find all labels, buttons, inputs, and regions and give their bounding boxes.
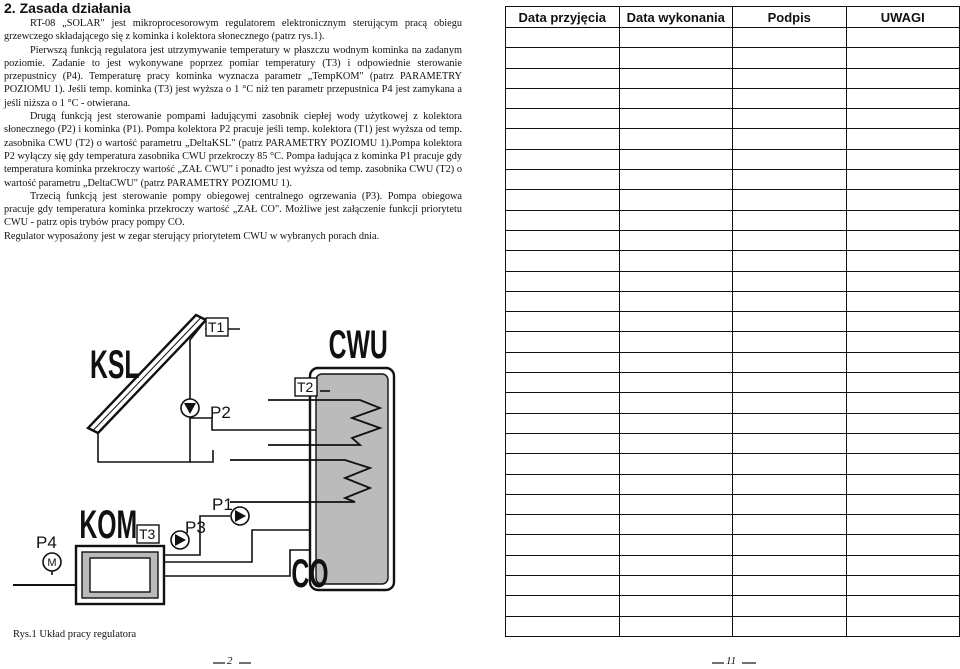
table-cell[interactable] (733, 352, 847, 372)
table-cell[interactable] (733, 596, 847, 616)
table-cell[interactable] (506, 494, 620, 514)
table-cell[interactable] (733, 616, 847, 636)
table-cell[interactable] (506, 454, 620, 474)
table-row (506, 535, 960, 555)
sensor-t2-label: T2 (297, 379, 314, 395)
table-row (506, 48, 960, 68)
table-cell[interactable] (846, 291, 960, 311)
table-cell[interactable] (619, 494, 733, 514)
table-cell[interactable] (846, 28, 960, 48)
table-cell[interactable] (733, 535, 847, 555)
fireplace-icon (76, 546, 164, 604)
table-cell[interactable] (846, 68, 960, 88)
table-cell[interactable] (619, 393, 733, 413)
table-cell[interactable] (506, 616, 620, 636)
table-cell[interactable] (733, 149, 847, 169)
table-row (506, 515, 960, 535)
pump-p1-icon (231, 507, 249, 525)
table-cell[interactable] (733, 291, 847, 311)
table-cell[interactable] (733, 271, 847, 291)
table-cell[interactable] (846, 109, 960, 129)
table-cell[interactable] (619, 373, 733, 393)
table-cell[interactable] (619, 271, 733, 291)
table-cell[interactable] (619, 616, 733, 636)
table-row (506, 352, 960, 372)
table-cell[interactable] (733, 413, 847, 433)
table-cell[interactable] (619, 109, 733, 129)
column-header: UWAGI (846, 7, 960, 28)
right-page (505, 6, 960, 637)
table-cell[interactable] (506, 596, 620, 616)
table-cell[interactable] (733, 312, 847, 332)
table-cell[interactable] (733, 129, 847, 149)
table-row (506, 170, 960, 190)
table-cell[interactable] (506, 393, 620, 413)
table-cell[interactable] (619, 332, 733, 352)
table-cell[interactable] (846, 190, 960, 210)
table-cell[interactable] (506, 170, 620, 190)
table-cell[interactable] (846, 413, 960, 433)
cwu-label: CWU (328, 323, 388, 368)
damper-p4-label: P4 (36, 533, 57, 552)
table-cell[interactable] (506, 271, 620, 291)
table-cell[interactable] (506, 433, 620, 453)
table-cell[interactable] (733, 515, 847, 535)
table-row (506, 312, 960, 332)
table-row (506, 332, 960, 352)
table-row (506, 291, 960, 311)
table-cell[interactable] (619, 210, 733, 230)
table-cell[interactable] (846, 433, 960, 453)
table-cell[interactable] (733, 48, 847, 68)
table-cell[interactable] (733, 393, 847, 413)
table-cell[interactable] (619, 48, 733, 68)
paragraph: Regulator wyposażony jest w zegar sterujący priorytetem CWU w wybranych porach dnia. (4, 230, 380, 242)
table-cell[interactable] (506, 373, 620, 393)
table-cell[interactable] (733, 433, 847, 453)
table-row (506, 454, 960, 474)
page-number-rule-left (213, 657, 253, 669)
table-cell[interactable] (846, 88, 960, 108)
table-row (506, 251, 960, 271)
column-header: Data wykonania (619, 7, 733, 28)
column-header: Podpis (733, 7, 847, 28)
table-row (506, 576, 960, 596)
table-row (506, 474, 960, 494)
table-cell[interactable] (733, 251, 847, 271)
table-cell[interactable] (506, 535, 620, 555)
table-cell[interactable] (846, 454, 960, 474)
table-row (506, 230, 960, 250)
table-cell[interactable] (733, 494, 847, 514)
pump-p2-icon (181, 399, 199, 417)
table-cell[interactable] (619, 28, 733, 48)
table-cell[interactable] (506, 474, 620, 494)
table-cell[interactable] (506, 413, 620, 433)
paragraph: Trzecią funkcją jest sterowanie pompy obiegowej centralnego ogrzewania (P3). Pompa obiegowa pracuje gdy temperatura kominka przekroczy wartość „ZAŁ CO". Możliwe jest załączenie funkcji priorytetu CWU - patrz opis trybów pracy pompy CO. (4, 190, 462, 229)
table-cell[interactable] (619, 413, 733, 433)
table-row (506, 68, 960, 88)
table-cell[interactable] (733, 28, 847, 48)
table-cell[interactable] (619, 170, 733, 190)
table-cell[interactable] (619, 291, 733, 311)
motor-label: M (47, 557, 57, 569)
table-cell[interactable] (619, 312, 733, 332)
table-cell[interactable] (506, 230, 620, 250)
table-row (506, 373, 960, 393)
table-cell[interactable] (733, 109, 847, 129)
column-header: Data przyjęcia (506, 7, 620, 28)
table-cell[interactable] (733, 170, 847, 190)
table-row (506, 271, 960, 291)
table-cell[interactable] (846, 210, 960, 230)
table-cell[interactable] (733, 474, 847, 494)
table-cell[interactable] (506, 68, 620, 88)
table-cell[interactable] (733, 454, 847, 474)
table-cell[interactable] (733, 373, 847, 393)
table-row (506, 413, 960, 433)
table-row (506, 393, 960, 413)
table-cell[interactable] (619, 474, 733, 494)
ksl-label: KSL (89, 343, 140, 388)
table-cell[interactable] (733, 88, 847, 108)
table-cell[interactable] (506, 576, 620, 596)
paragraph: Drugą funkcją jest sterowanie pompami ładującymi zasobnik ciepłej wody użytkowej z kolektora słonecznego (P2) i kominka (P1). Pompa kolektora P2 pracuje jeśli temp. kolektora (T1) jest wyższa od temp. zasobnika CWU (T2) o wartość parametru „DeltaKSL" (patrz PARAMETRY POZIOMU 1).Pompa kolektora P2 wyłączy się gdy temperatura zasobnika CWU przekroczy 85 °C. Pompa ładująca z kominka P1 pracuje gdy temperatura kominka przekroczy wartość „ZAŁ CWU" i ponadto jest wyższa od temp. zasobnika CWU (T2) o wartość parametru „DeltaCWU" (patrz PARAMETRY POZIOMU 1). (4, 111, 462, 189)
table-cell[interactable] (846, 271, 960, 291)
table-cell[interactable] (846, 170, 960, 190)
paragraph: RT-08 „SOLAR" jest mikroprocesorowym regulatorem elektronicznym sterującym pracą obiegu grzewczego składającego się z kominka i kolektora słonecznego (patrz rys.1). (4, 18, 462, 43)
pump-p1-label: P1 (212, 495, 233, 514)
table-cell[interactable] (619, 251, 733, 271)
table-cell[interactable] (506, 515, 620, 535)
table-cell[interactable] (619, 596, 733, 616)
paragraph: Pierwszą funkcją regulatora jest utrzymywanie temperatury w płaszczu wodnym kominka na zadanym poziomie. Zadanie to jest wykonywane poprzez pomiar temperatury (T3) i odpowiednie sterowanie przepustnicy (P4). Temperaturę pracy kominka wyznacza parametr „TempKOM" (patrz PARAMETRY POZIOMU 1). Jeśli temp. kominka (T3) jest wyższa o 1 °C niż ten parametr przepustnica P4 jest zamykana a jeśli niższa o 1 °C - otwierana. (4, 44, 462, 109)
co-label: CO (291, 552, 329, 597)
sensor-t1-label: T1 (208, 319, 225, 335)
table-cell[interactable] (619, 149, 733, 169)
table-cell[interactable] (619, 230, 733, 250)
table-cell[interactable] (506, 129, 620, 149)
table-row (506, 494, 960, 514)
table-cell[interactable] (733, 555, 847, 575)
table-cell[interactable] (506, 251, 620, 271)
table-row (506, 129, 960, 149)
figure-caption: Rys.1 Układ pracy regulatora (13, 629, 137, 640)
table-cell[interactable] (506, 190, 620, 210)
table-cell[interactable] (846, 251, 960, 271)
page-number-right: 11 (726, 655, 737, 667)
page-number-left: 2 (227, 655, 233, 667)
body-text (4, 17, 462, 243)
table-cell[interactable] (506, 332, 620, 352)
section-title: 2. Zasada działania (4, 0, 131, 16)
table-row (506, 555, 960, 575)
table-cell[interactable] (619, 68, 733, 88)
table-cell[interactable] (846, 474, 960, 494)
table-cell[interactable] (846, 535, 960, 555)
table-cell[interactable] (619, 190, 733, 210)
sensor-t3-label: T3 (139, 526, 156, 542)
table-row (506, 28, 960, 48)
table-cell[interactable] (506, 149, 620, 169)
table-cell[interactable] (506, 312, 620, 332)
pump-p3-label: P3 (185, 518, 206, 537)
table-row (506, 149, 960, 169)
table-cell[interactable] (619, 555, 733, 575)
table-cell[interactable] (733, 230, 847, 250)
table-cell[interactable] (619, 433, 733, 453)
table-cell[interactable] (619, 352, 733, 372)
table-cell[interactable] (619, 535, 733, 555)
table-cell[interactable] (619, 515, 733, 535)
table-row (506, 190, 960, 210)
table-cell[interactable] (846, 149, 960, 169)
table-cell[interactable] (846, 616, 960, 636)
table-cell[interactable] (506, 28, 620, 48)
table-row (506, 88, 960, 108)
table-cell[interactable] (846, 312, 960, 332)
table-cell[interactable] (733, 332, 847, 352)
motor-icon (43, 553, 61, 571)
table-cell[interactable] (846, 515, 960, 535)
table-cell[interactable] (846, 48, 960, 68)
table-cell[interactable] (733, 210, 847, 230)
table-cell[interactable] (846, 555, 960, 575)
pump-p2-label: P2 (210, 403, 231, 422)
table-cell[interactable] (506, 210, 620, 230)
table-cell[interactable] (506, 88, 620, 108)
table-header-row (506, 7, 960, 28)
table-cell[interactable] (506, 109, 620, 129)
table-cell[interactable] (733, 68, 847, 88)
table-cell[interactable] (619, 88, 733, 108)
table-body (506, 28, 960, 637)
kom-label: KOM (79, 503, 138, 548)
table-row (506, 596, 960, 616)
table-row (506, 616, 960, 636)
table-cell[interactable] (619, 454, 733, 474)
table-cell[interactable] (619, 576, 733, 596)
table-cell[interactable] (846, 332, 960, 352)
table-cell[interactable] (846, 576, 960, 596)
table-cell[interactable] (846, 494, 960, 514)
table-row (506, 433, 960, 453)
table-cell[interactable] (846, 129, 960, 149)
table-cell[interactable] (846, 373, 960, 393)
system-diagram (0, 300, 480, 625)
table-cell[interactable] (619, 129, 733, 149)
table-row (506, 109, 960, 129)
table-cell[interactable] (506, 555, 620, 575)
table-cell[interactable] (506, 352, 620, 372)
table-cell[interactable] (733, 190, 847, 210)
table-cell[interactable] (506, 291, 620, 311)
table-row (506, 210, 960, 230)
service-log-table (505, 6, 960, 637)
table-cell[interactable] (846, 596, 960, 616)
table-cell[interactable] (846, 230, 960, 250)
table-cell[interactable] (506, 48, 620, 68)
table-cell[interactable] (846, 352, 960, 372)
table-cell[interactable] (733, 576, 847, 596)
table-cell[interactable] (846, 393, 960, 413)
